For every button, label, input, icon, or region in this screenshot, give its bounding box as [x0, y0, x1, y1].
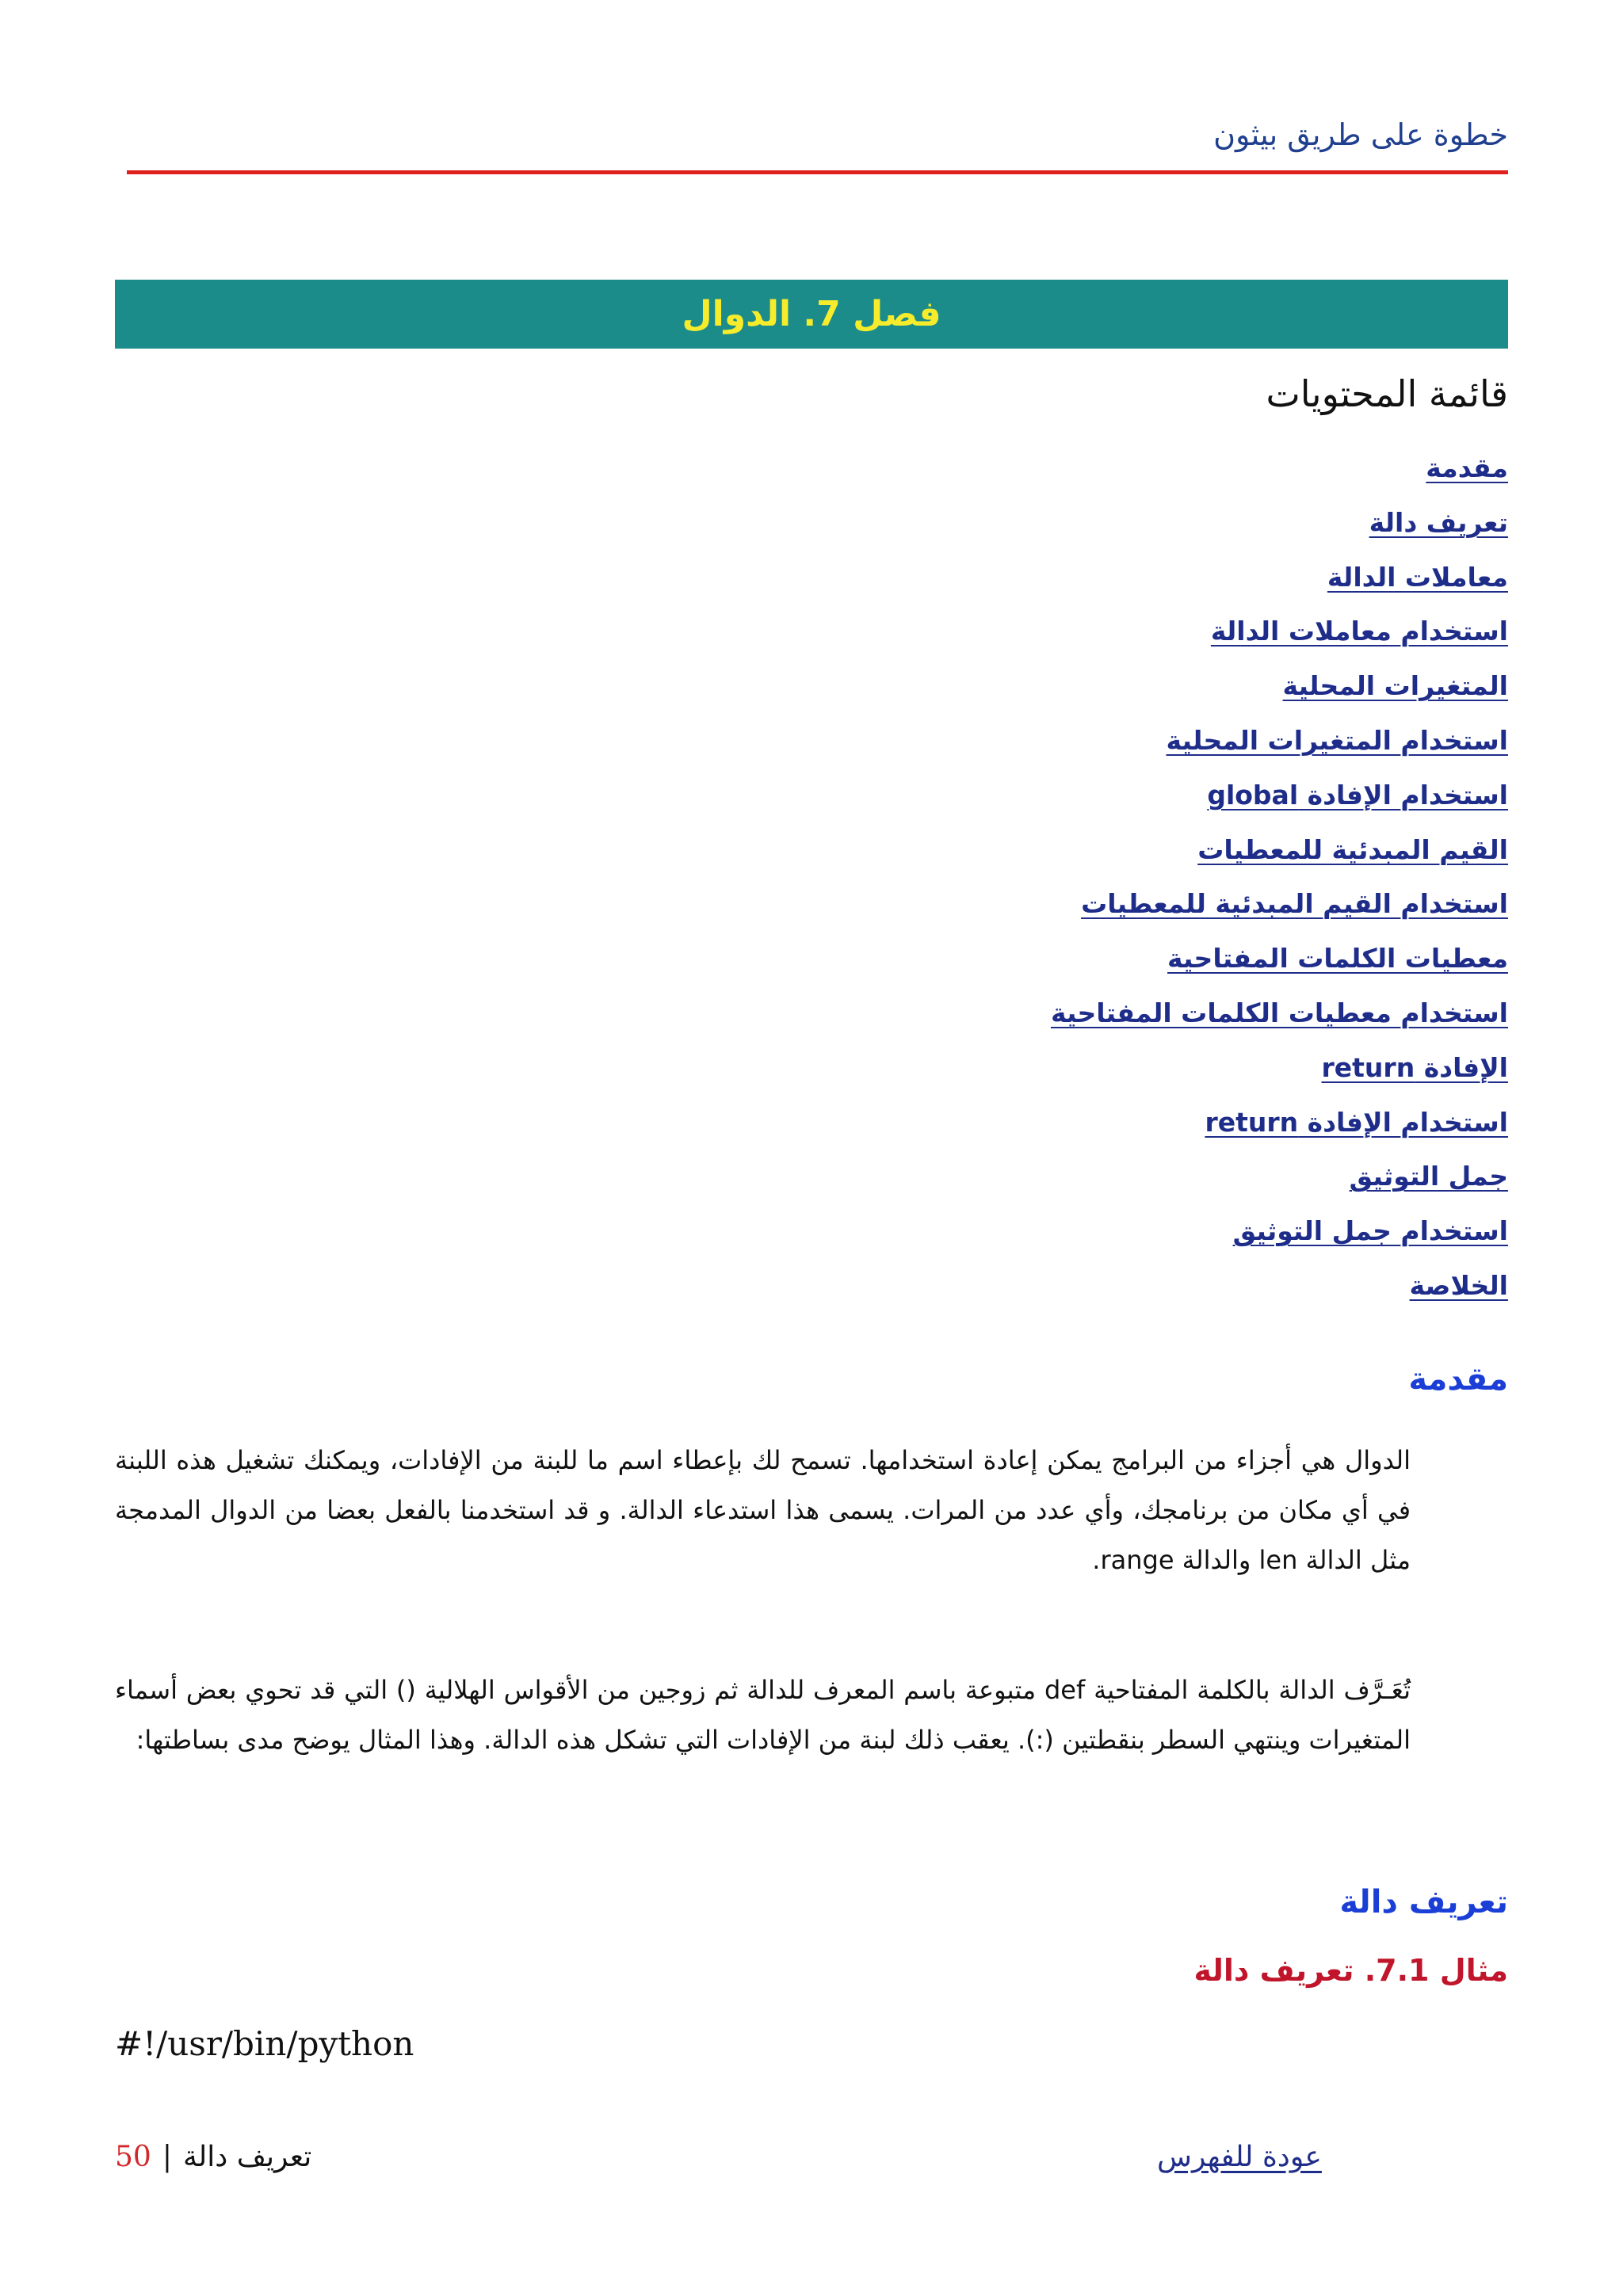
footer-separator: |: [162, 2141, 172, 2173]
toc-item: [399, 659, 1508, 714]
paragraph-text: الدوال هي أجزاء من البرامج يمكن إعادة استخدامها. تسمح لك بإعطاء اسم ما للبنة من الإفادات، ويمكنك تشغيل هذه اللبنة في أي مكان من برنامجك، وأي عدد من المرات. يسمى هذا استدعاء الدالة. و قد استخدمنا بالفعل بعضا من الدوال المدمجة مثل الدالة len والدالة range.: [115, 1445, 1411, 1575]
toc-title: قائمة المحتويات: [1266, 372, 1508, 415]
toc-link-using-return[interactable]: استخدام الإفادة return: [1205, 1106, 1508, 1138]
footer-section-name: تعريف دالة: [182, 2141, 312, 2173]
chapter-banner: [115, 280, 1508, 349]
toc-item: [399, 1041, 1508, 1096]
intro-paragraph-2: [115, 1665, 1411, 1765]
section-heading-intro: مقدمة: [1408, 1361, 1508, 1398]
toc-link-local-variables[interactable]: المتغيرات المحلية: [1282, 670, 1508, 702]
toc-link-using-keyword-arguments[interactable]: استخدام معطيات الكلمات المفتاحية: [1050, 997, 1508, 1028]
header-rule: [127, 170, 1508, 174]
footer-page-info: [115, 2141, 311, 2173]
toc-link-using-docstrings[interactable]: استخدام جمل التوثيق: [1232, 1215, 1508, 1247]
running-header: خطوة على طريق بيثون: [1213, 117, 1508, 152]
toc-item: [399, 986, 1508, 1041]
code-line: #!/usr/bin/python: [115, 2024, 414, 2063]
example-title: مثال 7.1. تعريف دالة: [1193, 1953, 1508, 1988]
toc-item: [399, 605, 1508, 659]
footer-page-number: 50: [115, 2141, 151, 2173]
toc-link-keyword-arguments[interactable]: معطيات الكلمات المفتاحية: [1167, 943, 1508, 974]
chapter-title: فصل 7. الدوال: [682, 294, 941, 334]
toc-item: [399, 441, 1508, 496]
toc-list: [399, 441, 1508, 1314]
toc-link-default-values[interactable]: القيم المبدئية للمعطيات: [1197, 833, 1508, 865]
toc-link-function-parameters[interactable]: معاملات الدالة: [1327, 561, 1508, 593]
intro-paragraph-1: [115, 1436, 1411, 1585]
toc-item: [399, 1259, 1508, 1314]
toc-link-using-global[interactable]: استخدام الإفادة global: [1207, 779, 1508, 810]
toc-item: [399, 769, 1508, 823]
toc-item: [399, 1096, 1508, 1150]
toc-link-docstrings[interactable]: جمل التوثيق: [1349, 1161, 1508, 1192]
toc-item: [399, 1204, 1508, 1259]
toc-link-using-default-values[interactable]: استخدام القيم المبدئية للمعطيات: [1081, 888, 1508, 920]
toc-link-using-local-variables[interactable]: استخدام المتغيرات المحلية: [1166, 724, 1508, 756]
toc-item: [399, 496, 1508, 551]
back-to-index-link[interactable]: عودة للفهرس: [1157, 2141, 1322, 2173]
toc-link-return-statement[interactable]: الإفادة return: [1321, 1051, 1508, 1083]
toc-item: [399, 823, 1508, 878]
toc-item: [399, 932, 1508, 986]
toc-item: [399, 877, 1508, 932]
toc-link-summary[interactable]: الخلاصة: [1409, 1269, 1508, 1301]
paragraph-text: تُعَـرَّف الدالة بالكلمة المفتاحية def متبوعة باسم المعرف للدالة ثم زوجين من الأقواس الهلالية () التي قد تحوي بعض أسماء المتغيرات وينتهي السطر بنقطتين (:). يعقب ذلك لبنة من الإفادات التي تشكل هذه الدالة. وهذا المثال يوضح مدى بساطتها:: [115, 1675, 1411, 1755]
section-heading-define-function: تعريف دالة: [1339, 1884, 1508, 1920]
toc-item: [399, 714, 1508, 769]
toc-item: [399, 1150, 1508, 1204]
toc-link-define-function[interactable]: تعريف دالة: [1369, 506, 1508, 538]
toc-link-using-parameters[interactable]: استخدام معاملات الدالة: [1210, 616, 1508, 647]
toc-link-intro[interactable]: مقدمة: [1426, 452, 1508, 483]
toc-item: [399, 551, 1508, 605]
